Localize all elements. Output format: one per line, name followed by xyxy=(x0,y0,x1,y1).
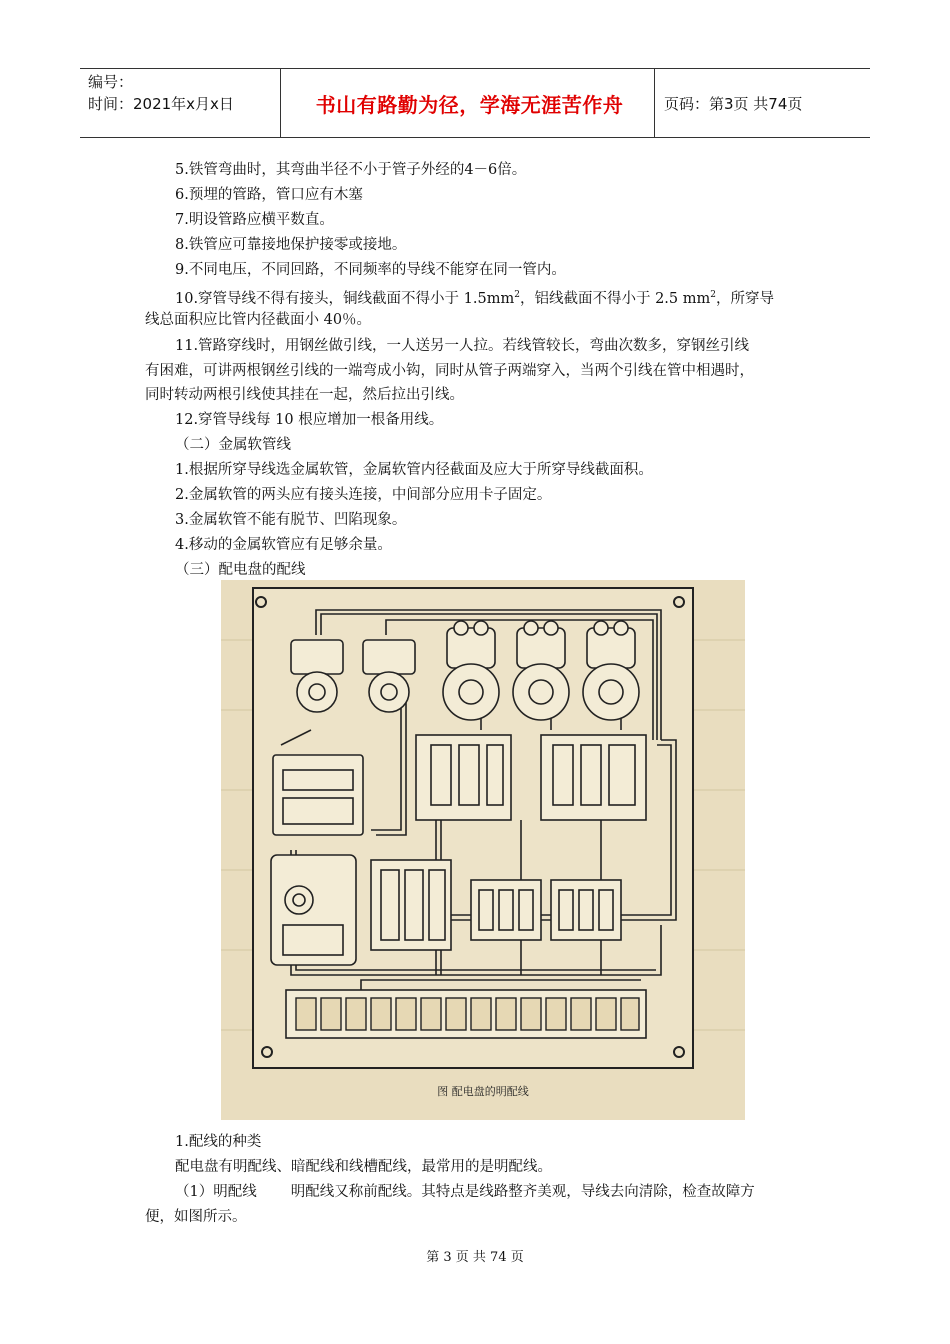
list-item: 1.根据所穿导线选金属软管，金属软管内径截面及应大于所穿导线截面积。 xyxy=(175,462,653,478)
list-item: 3.金属软管不能有脱节、凹陷现象。 xyxy=(175,512,407,528)
header-table xyxy=(80,68,870,138)
paragraph: 配电盘有明配线、暗配线和线槽配线，最常用的是明配线。 xyxy=(175,1159,552,1175)
item-9: 9.不同电压，不同回路，不同频率的导线不能穿在同一管内。 xyxy=(175,262,566,278)
panel-illustration xyxy=(221,580,745,1120)
list-item: 4.移动的金属软管应有足够余量。 xyxy=(175,537,392,553)
item-8: 8.铁管应可靠接地保护接零或接地。 xyxy=(175,237,407,253)
item-11: 11.管路穿线时，用钢丝做引线，一人送另一人拉。若线管较长，弯曲次数多，穿钢丝引线 xyxy=(175,338,750,354)
section-heading: （二）金属软管线 xyxy=(175,437,291,453)
open-wiring-paragraph xyxy=(145,1180,825,1205)
open-wiring-text: 明配线又称前配线。其特点是线路整齐美观，导线去向清除，检查故障方 xyxy=(290,1184,755,1200)
item-10-text-c: ，所穿导 xyxy=(715,290,774,307)
time-label: 时间：2021年x月x日 xyxy=(88,95,234,113)
item-10-text-a: 10.穿管导线不得有接头，铜线截面不得小于 1.5mm xyxy=(175,290,515,307)
item-11-cont: 有困难，可讲两根钢丝引线的一端弯成小钩，同时从管子两端穿入，当两个引线在管中相遇时， xyxy=(145,363,754,379)
item-10-cont: 线总面积应比管内径截面小 40％。 xyxy=(145,312,372,328)
header-divider xyxy=(280,69,281,137)
item-10-text-b: ，铝线截面不得小于 2.5 mm xyxy=(519,290,711,307)
superscript: 2 xyxy=(710,290,716,300)
page-label: 页码：第3页 共74页 xyxy=(664,94,803,113)
distribution-panel-figure xyxy=(221,580,745,1120)
item-6: 6.预埋的管路，管口应有木塞 xyxy=(175,187,363,203)
section-heading: （三）配电盘的配线 xyxy=(175,562,306,578)
list-item: 2.金属软管的两头应有接头连接，中间部分应用卡子固定。 xyxy=(175,487,552,503)
item-7: 7.明设管路应横平数直。 xyxy=(175,212,334,228)
item-12: 12.穿管导线每 10 根应增加一根备用线。 xyxy=(175,412,444,428)
open-wiring-label: （1）明配线 xyxy=(175,1184,257,1200)
number-label: 编号： xyxy=(88,73,134,91)
motto: 书山有路勤为径，学海无涯苦作舟 xyxy=(315,92,624,117)
item-11-cont: 同时转动两根引线使其挂在一起，然后拉出引线。 xyxy=(145,387,464,403)
page-footer: 第 3 页 共 74 页 xyxy=(426,1250,524,1265)
paragraph-cont: 便，如图所示。 xyxy=(145,1209,247,1225)
item-5: 5.铁管弯曲时，其弯曲半径不小于管子外经的4－6倍。 xyxy=(175,162,527,178)
header-meta xyxy=(88,71,278,115)
superscript: 2 xyxy=(514,290,520,300)
subsection-heading: 1.配线的种类 xyxy=(175,1134,262,1150)
figure-caption: 图 配电盘的明配线 xyxy=(437,1085,529,1098)
